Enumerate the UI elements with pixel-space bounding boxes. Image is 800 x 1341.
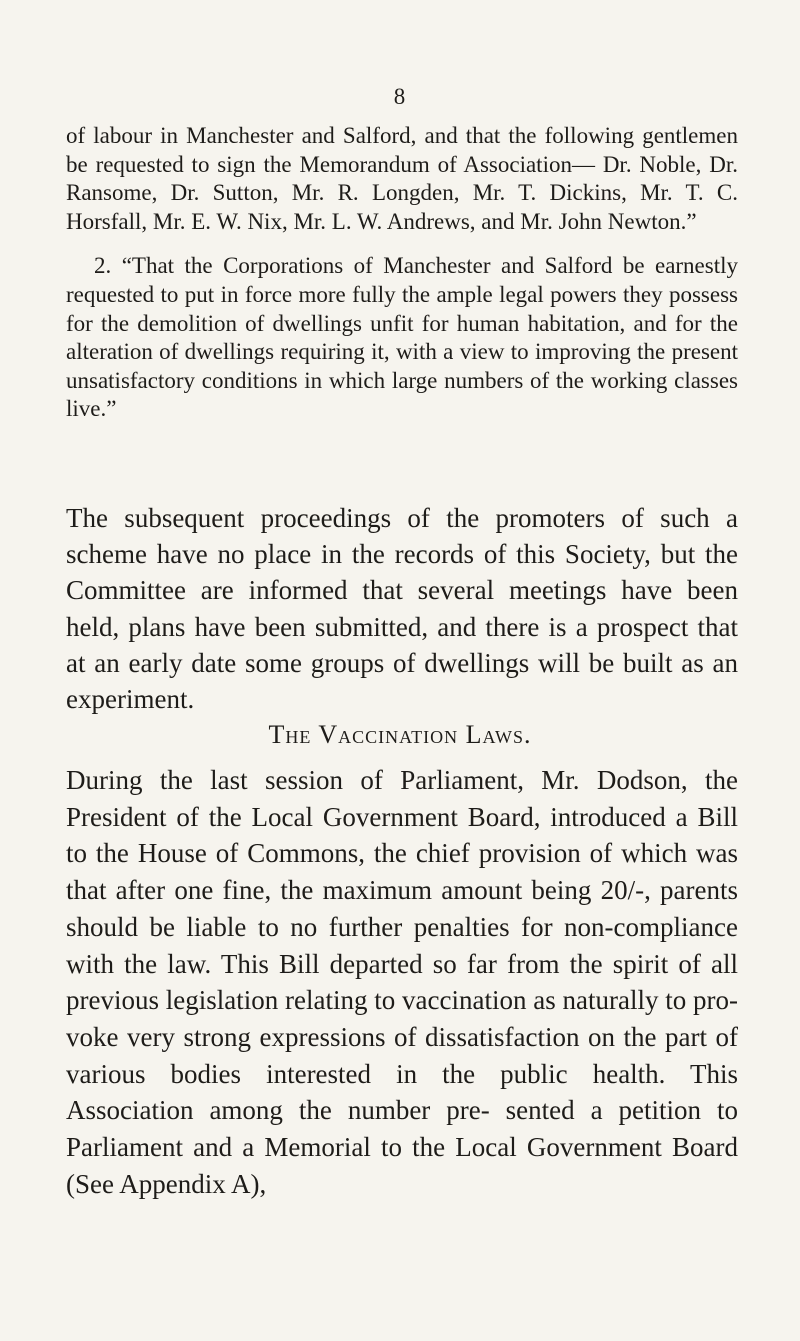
vaccination-paragraph: During the last session of Parliament, Mr. Dodson, the President of the Local Government Board, introduced a Bill to the House of Commons, the chief provision of which was that after one fine, the maximum amount being 20/-, parents should be liable to no further penalties for non-compliance with the law. This Bill departed so far from the spirit of all previous legislation relating to vaccination as naturally to pro- voke very strong expressions of dissatisfaction on the part of various bodies interested in the public health. This Association among the number pre- sented a petition to Parliament and a Memorial to the Local Government Board (See Appendix A), (66, 765, 738, 1199)
resolutions-block (66, 122, 738, 424)
subsequent-proceedings-paragraph: The subsequent proceedings of the promoters of such a scheme have no place in the records of this Society, but the Committee are informed that several meetings have been held, plans have been submitted, and there is a prospect that at an early date some groups of dwellings will be built as an experiment. (66, 503, 738, 715)
resolution-2: 2. “That the Corporations of Manchester and Salford be earnestly requested to put in force more fully the ample legal powers they possess for the demolition of dwellings unfit for human habitation, and for the alteration of dwellings requiring it, with a view to improving the present unsatisfactory conditions in which large numbers of the working classes live.” (66, 253, 738, 422)
page-number: 8 (393, 84, 407, 109)
section-heading: The Vaccination Laws. (268, 720, 532, 749)
vaccination-block (66, 762, 738, 1202)
proceedings-block (66, 500, 738, 717)
resolution-1-continuation: of labour in Manchester and Salford, and that the following gentlemen be requested to sign the Memorandum of Association— Dr. Noble, Dr. Ransome, Dr. Sutton, Mr. R. Longden, Mr. T. Dickins, Mr. T. C. Horsfall, Mr. E. W. Nix, Mr. L. W. Andrews, and Mr. John Newton.” (66, 123, 738, 234)
